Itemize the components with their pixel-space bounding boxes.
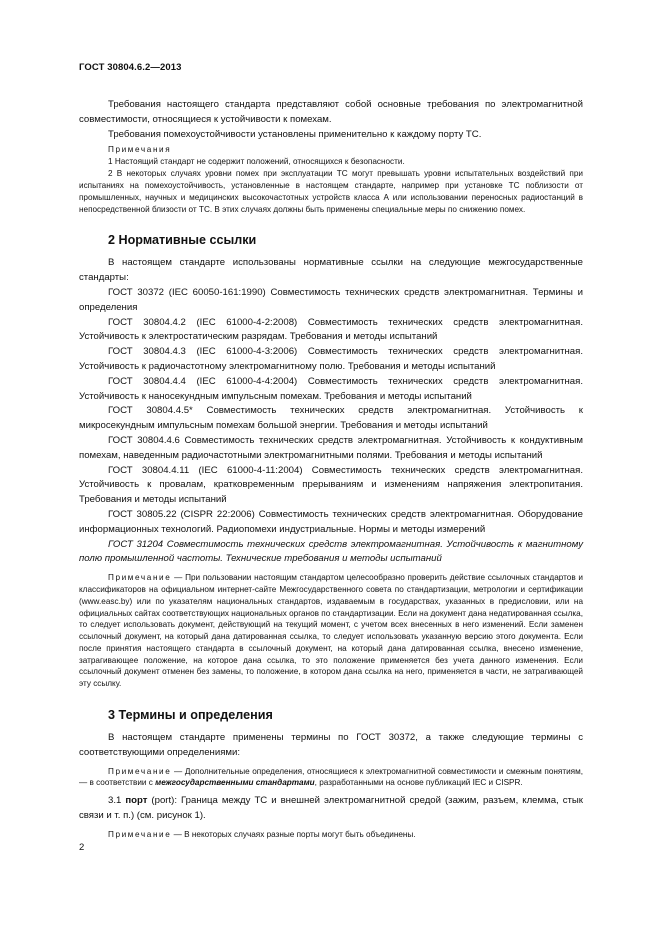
section-2-note: [79, 572, 583, 690]
section-3-note-1: [79, 766, 583, 790]
reference-item-italic: ГОСТ 31204 Совместимость технических средств электромагнитная. Устойчивость к магнитному полю промышленной частоты. Технические требования и методы испытаний: [79, 538, 583, 565]
reference-item: ГОСТ 30804.4.11 (IEC 61000-4-11:2004) Совместимость технических средств электромагнитная. Устойчивость к провалам, кратковременным прерываниям и изменениям напряжения электропитания. Требования и методы испытаний: [79, 464, 583, 506]
term-name: порт: [125, 795, 148, 807]
reference-item: ГОСТ 30372 (IEC 60050-161:1990) Совместимость технических средств электромагнитная. Термины и определения: [79, 286, 583, 313]
section-2-heading: 2 Нормативные ссылки: [108, 233, 257, 248]
section-3-heading: 3 Термины и определения: [108, 708, 273, 723]
intro-paragraph-1: Требования настоящего стандарта представляют собой основные требования по электромагнитной совместимости, относящиеся к устойчивости к помехам.: [79, 99, 583, 125]
term-text: (port): Граница между ТС и внешней электромагнитной средой (зажим, разъем, клемма, стык связи и т. п.) (см. рисунок 1).: [79, 795, 583, 822]
reference-item: ГОСТ 30804.4.4 (IEC 61000-4-4:2004) Совместимость технических средств электромагнитная. Устойчивость к наносекундным импульсным помехам. Требования и методы испытаний: [79, 375, 583, 402]
reference-item: ГОСТ 30805.22 (CISPR 22:2006) Совместимость технических средств электромагнитная. Оборудование информационных технологий. Радиопомехи индустриальные. Нормы и методы измерений: [79, 508, 583, 535]
page-number: 2: [79, 842, 85, 853]
section-2-lead: В настоящем стандарте использованы нормативные ссылки на следующие межгосударственные стандарты:: [79, 257, 583, 284]
note-label: Примечание: [108, 573, 172, 583]
note-label: Примечание: [108, 829, 172, 839]
intro-paragraph-2: Требования помехоустойчивости установлены применительно к каждому порту ТС.: [108, 128, 482, 140]
note-2: 2 В некоторых случаях уровни помех при эксплуатации ТС могут превышать уровни испытательных воздействий при испытаниях на помехоустойчивость, установленные в настоящем стандарте, например при установке ТС поблизости от промышленных, научных и медицинских высокочастотных устройств класса А или использовании переносных радиостанций в непосредственной близости от ТС. В этих случаях должны быть применены специальные меры по снижению помех.: [79, 169, 583, 214]
reference-item: ГОСТ 30804.4.2 (IEC 61000-4-2:2008) Совместимость технических средств электромагнитная. Устойчивость к электростатическим разрядам. Требования и методы испытаний: [79, 316, 583, 343]
reference-item: ГОСТ 30804.4.6 Совместимость технических средств электромагнитная. Устойчивость к кондуктивным помехам, наведенным радиочастотными электромагнитными полями. Требования и методы испытаний: [79, 434, 583, 461]
note-1: 1 Настоящий стандарт не содержит положений, относящихся к безопасности.: [108, 157, 405, 167]
notes-title: Примечания: [108, 145, 172, 155]
reference-item: ГОСТ 30804.4.3 (IEC 61000-4-3:2006) Совместимость технических средств электромагнитная. Устойчивость к радиочастотному электромагнитному полю. Требования и методы испытаний: [79, 346, 583, 372]
page-content: [79, 98, 583, 841]
note-label: Примечание: [108, 766, 172, 776]
section-3-note-2: [79, 829, 583, 841]
reference-item: ГОСТ 30804.4.5* Совместимость технических средств электромагнитная. Устойчивость к микросекундным импульсным помехам большой энергии. Требования и методы испытаний: [79, 405, 583, 432]
term-definition-port: [79, 794, 583, 824]
term-number: 3.1: [108, 795, 126, 807]
note-emphasis: межгосударственными стандартами: [155, 778, 315, 788]
note-text: — Дополнительные определения, относящиеся к электромагнитной совместимости и смежным понятиям, — в соответствии с: [79, 766, 583, 788]
document-code-header: ГОСТ 30804.6.2—2013: [79, 62, 182, 73]
section-3-lead: В настоящем стандарте применены термины по ГОСТ 30372, а также следующие термины с соответствующими определениями:: [79, 732, 583, 758]
note-text: — При пользовании настоящим стандартом целесообразно проверить действие ссылочных стандартов и классификаторов на официальном интернет-сайте Межгосударственного совета по стандартизации, метрологии и сертификации (www.easc.by) или по указателям национальных стандартов, издаваемым в государствах, указанных в предисловии, или на официальных сайтах соответствующих национальных органов по стандартизации. Если на документ дана недатированная ссылка, то следует использовать документ, действующий на текущий момент, с учетом всех внесенных в него изменений. Если заменен ссылочный документ, на который дана датированная ссылка, то следует использовать указанную версию этого документа. Если после принятия настоящего стандарта в ссылочный документ, на который дана датированная ссылка, внесено изменение, затрагивающее положение, на которое дана ссылка, то это положение применяется без учета данного изменения. Если ссылочный документ отменен без замены, то положение, в котором дана ссылка на него, применяется в части, не затрагивающей эту ссылку.: [79, 573, 583, 689]
note-text-end: , разработанными на основе публикаций IEC и CISPR.: [314, 778, 523, 788]
note-text: — В некоторых случаях разные порты могут быть объединены.: [171, 829, 416, 839]
